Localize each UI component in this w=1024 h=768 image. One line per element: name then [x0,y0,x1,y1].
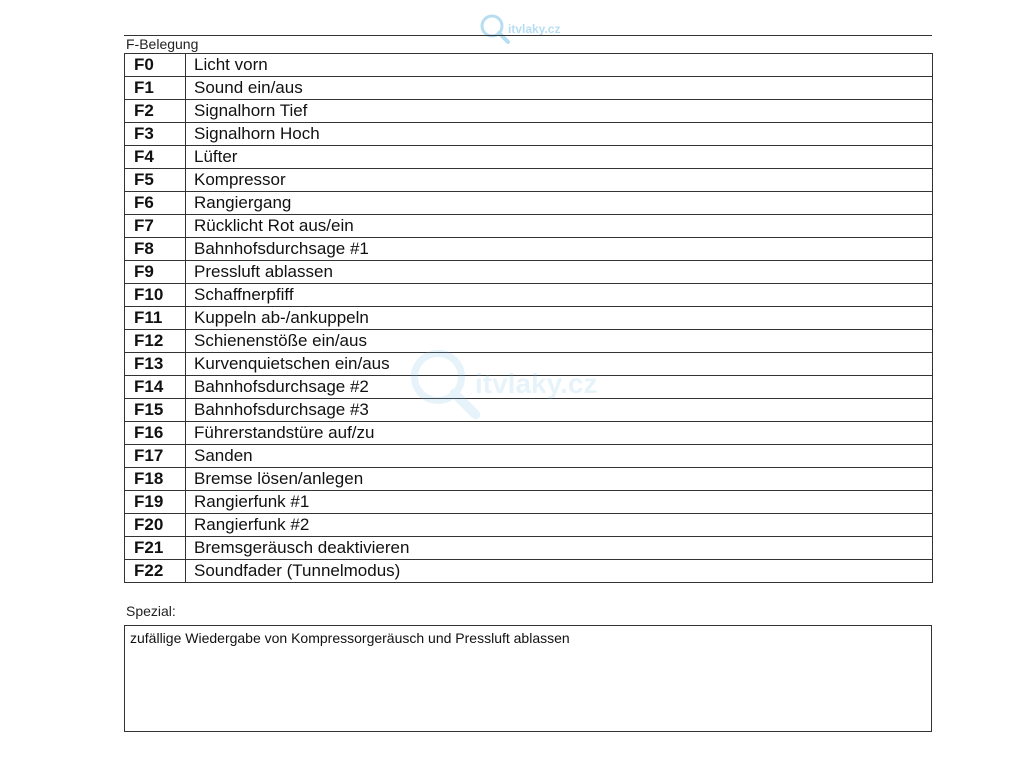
special-box [124,625,932,732]
function-description: Rangierfunk #1 [186,491,933,514]
function-description: Kuppeln ab-/ankuppeln [186,307,933,330]
watermark-text-center: itvlaky.cz [475,368,598,399]
function-description: Signalhorn Hoch [186,123,933,146]
special-label: Spezial: [126,603,176,619]
function-description: Sound ein/aus [186,77,933,100]
function-key: F1 [125,77,186,100]
function-key: F18 [125,468,186,491]
function-key: F16 [125,422,186,445]
function-description: Soundfader (Tunnelmodus) [186,560,933,583]
table-row [125,284,933,307]
function-key: F22 [125,560,186,583]
table-row [125,445,933,468]
table-row [125,77,933,100]
table-row [125,192,933,215]
section-title: F-Belegung [126,36,199,52]
function-key: F21 [125,537,186,560]
table-row [125,238,933,261]
function-description: Schaffnerpfiff [186,284,933,307]
function-key: F9 [125,261,186,284]
function-key: F6 [125,192,186,215]
function-description: Schienenstöße ein/aus [186,330,933,353]
function-key: F5 [125,169,186,192]
function-description: Kurvenquietschen ein/aus [186,353,933,376]
table-row [125,491,933,514]
table-row [125,376,933,399]
function-key: F8 [125,238,186,261]
table-row [125,514,933,537]
function-key: F14 [125,376,186,399]
function-description: Bahnhofsdurchsage #3 [186,399,933,422]
watermark-text-top: itvlaky.cz [508,22,561,36]
function-key: F3 [125,123,186,146]
function-key: F0 [125,54,186,77]
function-key: F4 [125,146,186,169]
function-key: F17 [125,445,186,468]
function-key: F7 [125,215,186,238]
function-description: Signalhorn Tief [186,100,933,123]
function-description: Bremsgeräusch deaktivieren [186,537,933,560]
table-row [125,261,933,284]
function-description: Kompressor [186,169,933,192]
table-row [125,215,933,238]
function-description: Bahnhofsdurchsage #1 [186,238,933,261]
magnifier-icon [478,12,512,46]
function-key: F19 [125,491,186,514]
table-row [125,54,933,77]
special-text: zufällige Wiedergabe von Kompressorgeräusch und Pressluft ablassen [130,630,570,646]
watermark-logo-top [478,12,560,46]
function-description: Führerstandstüre auf/zu [186,422,933,445]
function-description: Rangierfunk #2 [186,514,933,537]
table-row [125,123,933,146]
table-row [125,307,933,330]
top-rule [124,35,932,36]
table-row [125,146,933,169]
table-row [125,422,933,445]
table-row [125,468,933,491]
table-row [125,399,933,422]
function-key: F13 [125,353,186,376]
function-description: Licht vorn [186,54,933,77]
function-key: F20 [125,514,186,537]
function-key: F15 [125,399,186,422]
function-key: F10 [125,284,186,307]
function-description: Pressluft ablassen [186,261,933,284]
table-row [125,537,933,560]
table-row [125,169,933,192]
function-description: Rangiergang [186,192,933,215]
function-table [124,53,933,583]
function-description: Lüfter [186,146,933,169]
table-row [125,353,933,376]
table-row [125,330,933,353]
table-row [125,100,933,123]
function-key: F2 [125,100,186,123]
table-row [125,560,933,583]
function-description: Rücklicht Rot aus/ein [186,215,933,238]
function-key: F11 [125,307,186,330]
function-description: Sanden [186,445,933,468]
function-key: F12 [125,330,186,353]
function-description: Bremse lösen/anlegen [186,468,933,491]
function-description: Bahnhofsdurchsage #2 [186,376,933,399]
